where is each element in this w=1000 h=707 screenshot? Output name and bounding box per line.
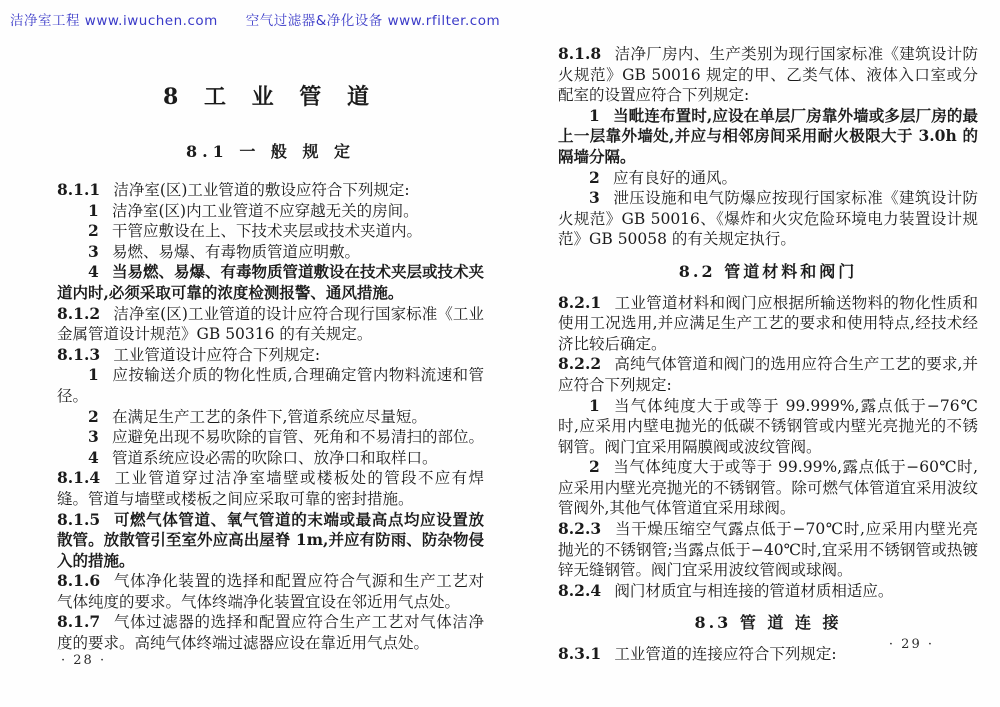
clause-number: 4 <box>88 447 99 467</box>
clause-paragraph <box>57 571 484 612</box>
clause-number: 8.3.1 <box>558 644 602 664</box>
clause-item <box>558 188 978 250</box>
clause-text: 应避免出现不易吹除的盲管、死角和不易清扫的部位。 <box>111 428 484 447</box>
clause-number: 8.1.6 <box>57 571 101 591</box>
clause-item <box>57 407 484 428</box>
clause-number: 8.2.2 <box>558 354 602 374</box>
clause-text: 干管应敷设在上、下技术夹层或技术夹道内。 <box>111 222 422 241</box>
clause-item <box>57 365 484 406</box>
clause-number: 8.1.3 <box>57 344 101 364</box>
clause-item <box>57 221 484 242</box>
clause-text: 当气体纯度大于或等于 99.99%,露点低于−60℃时,应采用内壁光亮抛光的不锈钢管。除可燃气体管道宜采用波纹管阀外,其他气体管道宜采用球阀。 <box>558 458 978 518</box>
clause-text: 高纯气体管道和阀门的选用应符合生产工艺的要求,并应符合下列规定: <box>558 355 978 394</box>
clause-item <box>57 262 484 303</box>
clause-number: 1 <box>589 105 600 125</box>
clause-text: 工业管道设计应符合下列规定: <box>113 345 321 364</box>
clause-paragraph <box>57 612 484 653</box>
site-header-right-text: 空气过滤器&净化设备 www.rfilter.com <box>245 13 501 29</box>
clause-item <box>57 427 484 448</box>
clause-paragraph <box>558 44 978 106</box>
clause-number: 3 <box>589 188 600 208</box>
clause-item <box>558 396 978 458</box>
clause-paragraph <box>57 304 484 345</box>
clause-text: 洁净室(区)工业管道的敷设应符合下列规定: <box>113 181 410 199</box>
clause-text: 洁净室(区)内工业管道不应穿越无关的房间。 <box>111 201 419 220</box>
clause-number: 4 <box>88 262 99 282</box>
clause-number: 2 <box>589 457 600 477</box>
clause-text: 工业管道材料和阀门应根据所输送物料的物化性质和使用工况选用,并应满足生产工艺的要求和使用特点,经技术经济比较后确定。 <box>558 293 978 353</box>
clause-text: 阀门材质宜与相连接的管道材质相适应。 <box>614 581 894 600</box>
clause-number: 1 <box>88 365 99 385</box>
clause-number: 8.1.7 <box>57 612 101 632</box>
clause-item <box>57 201 484 222</box>
clause-text: 应按输送介质的物化性质,合理确定管内物料流速和管径。 <box>57 366 484 405</box>
clause-paragraph <box>57 510 484 572</box>
clause-number: 3 <box>88 427 99 447</box>
clause-text: 可燃气体管道、氧气管道的末端或最高点均应设置放散管。放散管引至室外应高出屋脊 1m,并应有防雨、防杂物侵入的措施。 <box>57 509 484 570</box>
clause-number: 8.1.8 <box>558 44 602 63</box>
clause-paragraph <box>57 468 484 509</box>
clause-item <box>558 457 978 519</box>
clause-number: 8.1.2 <box>57 303 101 323</box>
clause-number: 8.1.4 <box>57 468 101 488</box>
clause-number: 2 <box>88 406 99 426</box>
clause-text: 工业管道的连接应符合下列规定: <box>614 645 837 664</box>
right-page-body <box>558 44 978 665</box>
clause-item <box>558 106 978 168</box>
clause-number: 3 <box>88 241 99 261</box>
clause-text: 在满足生产工艺的条件下,管道系统应尽量短。 <box>111 407 427 426</box>
site-header-left-text: 洁净室工程 www.iwuchen.com <box>10 13 218 29</box>
left-page-body <box>57 180 484 654</box>
clause-number: 8.1.5 <box>57 509 101 529</box>
clause-item <box>57 448 484 469</box>
clause-text: 当毗连布置时,应设在单层厂房靠外墙或多层厂房的最上一层靠外墙处,并应与相邻房间采用耐火极限大于 3.0h 的隔墙分隔。 <box>558 105 978 166</box>
clause-text: 当气体纯度大于或等于 99.999%,露点低于−76℃时,应采用内壁电抛光的低碳不锈钢管或内壁光亮抛光的不锈钢管。阀门宜采用隔膜阀或波纹管阀。 <box>558 396 978 456</box>
clause-text: 泄压设施和电气防爆应按现行国家标准《建筑设计防火规范》GB 50016、《爆炸和火灾危险环境电力装置设计规范》GB 50058 的有关规定执行。 <box>558 189 978 249</box>
clause-text: 洁净室(区)工业管道的设计应符合现行国家标准《工业金属管道设计规范》GB 50316 的有关规定。 <box>57 304 484 344</box>
clause-text: 管道系统应设必需的吹除口、放净口和取样口。 <box>111 448 438 467</box>
clause-paragraph <box>558 581 978 602</box>
clause-paragraph <box>558 354 978 395</box>
clause-text: 当易燃、易爆、有毒物质管道敷设在技术夹层或技术夹道内时,必须采取可靠的浓度检测报警、通风措施。 <box>57 262 484 302</box>
section-heading: 8.2 管道材料和阀门 <box>678 261 858 281</box>
site-header <box>10 9 500 29</box>
clause-paragraph <box>57 345 484 366</box>
clause-number: 2 <box>589 167 600 187</box>
page-number-left: · 28 · <box>61 653 107 668</box>
clause-text: 工业管道穿过洁净室墙壁或楼板处的管段不应有焊缝。管道与墙壁或楼板之间应采取可靠的密封措施。 <box>57 469 484 508</box>
section-title: 8.1 一 般 规 定 <box>185 142 356 161</box>
page-number-right: · 29 · <box>888 637 934 652</box>
clause-text: 气体过滤器的选择和配置应符合生产工艺对气体洁净度的要求。高纯气体终端过滤器应设在靠近用气点处。 <box>57 613 484 653</box>
clause-text: 应有良好的通风。 <box>612 168 737 187</box>
clause-number: 8.2.1 <box>558 292 602 312</box>
right-page <box>558 44 978 674</box>
clause-number: 8.1.1 <box>57 180 101 199</box>
chapter-title: 8 工 业 管 道 <box>163 84 378 110</box>
clause-number: 8.2.4 <box>558 580 602 600</box>
clause-item <box>558 168 978 189</box>
clause-paragraph <box>558 519 978 581</box>
clause-text: 气体净化装置的选择和配置应符合气源和生产工艺对气体纯度的要求。气体终端净化装置宜设在邻近用气点处。 <box>57 572 484 611</box>
clause-text: 洁净厂房内、生产类别为现行国家标准《建筑设计防火规范》GB 50016 规定的甲、乙类气体、液体入口室或分配室的设置应符合下列规定: <box>558 45 978 105</box>
section-heading: 8.3 管 道 连 接 <box>694 613 842 633</box>
clause-paragraph <box>57 180 484 201</box>
left-page <box>57 80 484 680</box>
clause-text: 当干燥压缩空气露点低于−70℃时,应采用内壁光亮抛光的不锈钢管;当露点低于−40℃时,宜采用不锈钢管或热镀锌无缝钢管。阀门宜采用波纹管阀或球阀。 <box>558 520 978 580</box>
clause-item <box>57 242 484 263</box>
clause-number: 1 <box>88 200 99 220</box>
clause-number: 8.2.3 <box>558 519 602 539</box>
clause-text: 易燃、易爆、有毒物质管道应明敷。 <box>111 242 360 261</box>
clause-number: 1 <box>589 395 600 415</box>
clause-number: 2 <box>88 221 99 241</box>
clause-paragraph <box>558 293 978 355</box>
